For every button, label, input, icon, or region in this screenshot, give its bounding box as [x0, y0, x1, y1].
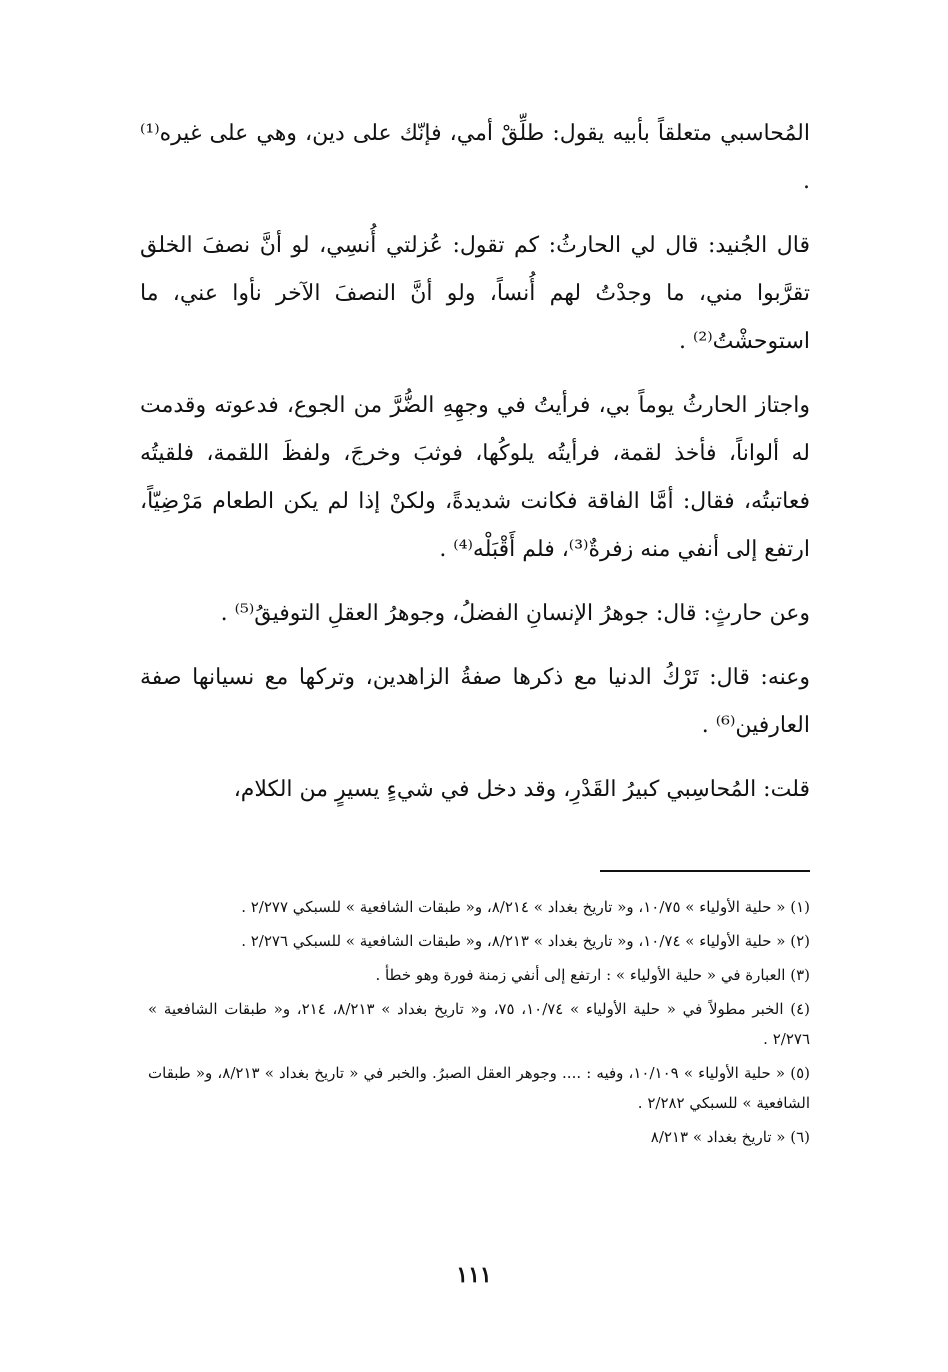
paragraph: المُحاسبي متعلقاً بأبيه يقول: طلِّقْ أمي، فإنّك على دين، وهي على غيره⁽¹⁾ . [140, 121, 810, 194]
page-number: ١١١ [456, 1262, 492, 1288]
paragraph: قلت: المُحاسِبي كبيرُ القَدْرِ، وقد دخل في شيءٍ يسيرٍ من الكلام، [233, 777, 810, 802]
footnote: (٣) العبارة في « حلية الأولياء » : ارتفع إلى أنفي زمنة فورة وهو خطأ . [375, 966, 810, 984]
main-text [140, 110, 810, 830]
footnote: (٢) « حلية الأولياء » ١٠/٧٤، و« تاريخ بغداد » ٨/٢١٣، و« طبقات الشافعية » للسبكي ٢/٢٧٦ . [241, 932, 810, 950]
paragraph: وعن حارثٍ: قال: جوهرُ الإنسانِ الفضلُ، وجوهرُ العقلِ التوفيقُ⁽⁵⁾ . [220, 601, 810, 626]
footnote: (٥) « حلية الأولياء » ١٠/١٠٩، وفيه : .... وجوهر العقل الصبرُ. والخبر في « تاريخ بغداد » ٨/٢١٣، و« طبقات الشافعية » للسبكي ٢/٢٨٢ . [148, 1064, 810, 1112]
footnotes [148, 892, 810, 1156]
paragraph: واجتاز الحارثُ يوماً بي، فرأيتُ في وجهِهِ الضُّرَّ من الجوع، فدعوته وقدمت له ألواناً، فأخذ لقمة، فرأيتُه يلوكُها، فوثبَ وخرجَ، ولفظَ اللقمة، فلقيتُه فعاتبتُه، فقال: أمَّا الفاقة فكانت شديدةً، ولكنْ إذا لم يكن الطعام مَرْضِيّاً، ارتفع إلى أنفي منه زفرةٌ⁽³⁾، فلم أَقْبَلْه⁽⁴⁾ . [140, 393, 810, 562]
footnote-divider [600, 870, 810, 872]
footnote: (١) « حلية الأولياء » ١٠/٧٥، و« تاريخ بغداد » ٨/٢١٤، و« طبقات الشافعية » للسبكي ٢/٢٧٧ . [241, 898, 810, 916]
paragraph: وعنه: قال: تَرْكُ الدنيا مع ذكرها صفةُ الزاهدين، وتركها مع نسيانها صفة العارفين⁽⁶⁾ . [140, 665, 810, 738]
footnote: (٦) « تاريخ بغداد » ٨/٢١٣ [650, 1128, 810, 1146]
paragraph: قال الجُنيد: قال لي الحارثُ: كم تقول: عُزلتي أُنسِي، لو أنَّ نصفَ الخلق تقرَّبوا مني، ما وجدْتُ لهم أُنساً، ولو أنَّ النصفَ الآخر نأوا عني، ما استوحشْتُ⁽²⁾ . [140, 233, 810, 354]
footnote: (٤) الخبر مطولاً في « حلية الأولياء » ١٠/٧٤، ٧٥، و« تاريخ بغداد » ٨/٢١٣، ٢١٤، و« طبقات الشافعية » ٢/٢٧٦ . [148, 1000, 810, 1048]
